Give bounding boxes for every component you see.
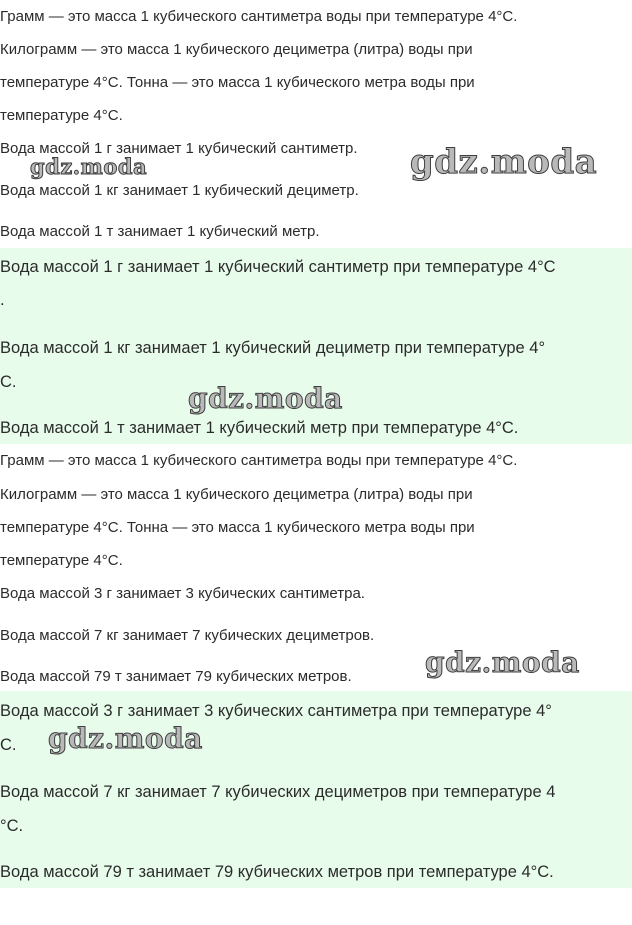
answer-line: C. xyxy=(0,373,17,391)
definition-line: Килограмм — это масса 1 кубического дециметра (литра) воды при xyxy=(0,486,473,503)
answer-line: Вода массой 1 г занимает 1 кубический сантиметр при температуре 4°C xyxy=(0,258,556,276)
answer-line: Вода массой 79 т занимает 79 кубических метров при температуре 4°C. xyxy=(0,863,554,881)
definition-line: Грамм — это масса 1 кубического сантиметра воды при температуре 4°C. xyxy=(0,452,518,469)
answer-line: . xyxy=(0,291,5,309)
answer-line: °C. xyxy=(0,817,24,835)
answer-line: C. xyxy=(0,736,17,754)
answer-line: Вода массой 1 т занимает 1 кубический метр при температуре 4°C. xyxy=(0,419,519,437)
definition-line: температуре 4°C. xyxy=(0,107,123,124)
definition-line: Килограмм — это масса 1 кубического дециметра (литра) воды при xyxy=(0,41,473,58)
statement-line: Вода массой 79 т занимает 79 кубических метров. xyxy=(0,668,352,685)
watermark: gdz.moda xyxy=(425,646,580,679)
watermark: gdz.moda xyxy=(48,722,203,755)
definition-line: температуре 4°C. Тонна — это масса 1 кубического метра воды при xyxy=(0,74,475,91)
definition-line: Грамм — это масса 1 кубического сантиметра воды при температуре 4°C. xyxy=(0,8,518,25)
watermark: gdz.moda xyxy=(30,154,148,179)
statement-line: Вода массой 3 г занимает 3 кубических сантиметра. xyxy=(0,585,365,602)
watermark: gdz.moda xyxy=(410,142,598,182)
answer-line: Вода массой 7 кг занимает 7 кубических дециметров при температуре 4 xyxy=(0,783,556,801)
watermark: gdz.moda xyxy=(188,382,343,415)
statement-line: Вода массой 1 кг занимает 1 кубический дециметр. xyxy=(0,182,359,199)
statement-line: Вода массой 1 г занимает 1 кубический сантиметр. xyxy=(0,140,358,157)
statement-line: Вода массой 1 т занимает 1 кубический метр. xyxy=(0,223,320,240)
definition-line: температуре 4°C. Тонна — это масса 1 кубического метра воды при xyxy=(0,519,475,536)
answer-line: Вода массой 1 кг занимает 1 кубический дециметр при температуре 4° xyxy=(0,339,546,357)
definition-line: температуре 4°C. xyxy=(0,552,123,569)
statement-line: Вода массой 7 кг занимает 7 кубических дециметров. xyxy=(0,627,375,644)
answer-line: Вода массой 3 г занимает 3 кубических сантиметра при температуре 4° xyxy=(0,702,552,720)
